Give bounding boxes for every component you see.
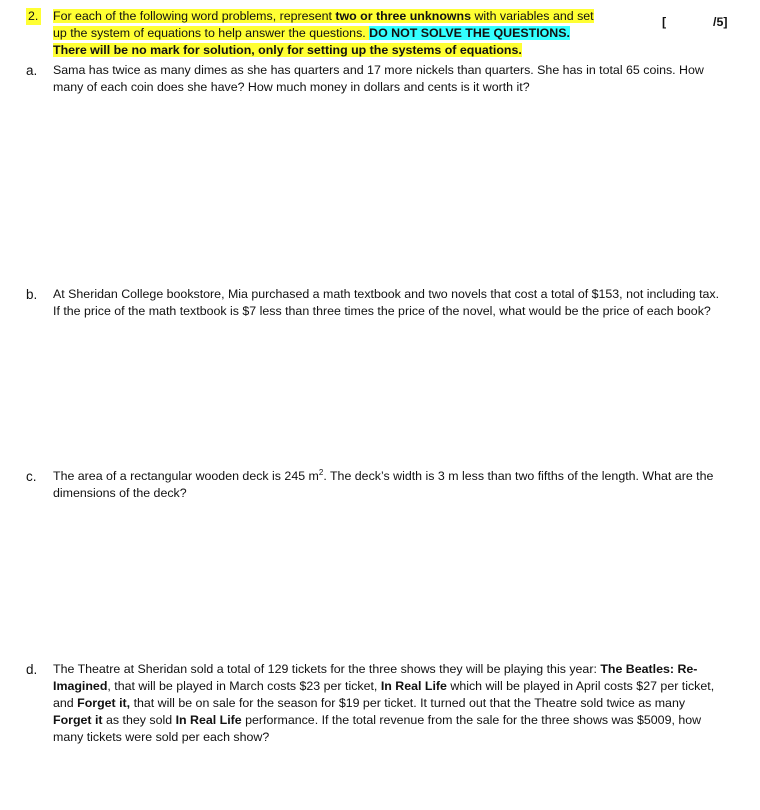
- part-a-label: a.: [26, 63, 38, 78]
- instruction-line1: [53, 9, 594, 23]
- part-c-superscript: 2: [318, 467, 324, 477]
- instruction-line1-pre: For each of the following word problems, represent: [53, 9, 336, 23]
- part-d-text-4: that will be on sale for the season for $19 per ticket. It turned out that the Theatre sold twice as many: [130, 696, 686, 710]
- part-c-label: c.: [26, 469, 37, 484]
- part-d-text-3: which will be played in April costs $27 per ticket, and: [53, 679, 715, 710]
- show-in-real-life-2: In Real Life: [175, 713, 242, 727]
- part-d-text-2: , that will be played in March costs $23 per ticket,: [107, 679, 381, 693]
- part-c-text: [53, 468, 723, 502]
- show-forget-it: Forget it,: [77, 696, 131, 710]
- instruction-unknowns: two or three unknowns: [335, 9, 471, 23]
- part-d-text-1: The Theatre at Sheridan sold a total of 129 tickets for the three shows they will be playing this year:: [53, 662, 601, 676]
- part-b-text: At Sheridan College bookstore, Mia purchased a math textbook and two novels that cost a total of $153, not including tax. If the price of the math textbook is $7 less than three times the price of the novel, what would be the price of each book?: [53, 287, 720, 318]
- part-c-text-pre: The area of a rectangular wooden deck is 245 m: [53, 469, 319, 483]
- question-number: 2.: [26, 8, 41, 25]
- part-d-text-6: performance. If the total revenue from the sale for the three shows was $5009, how many tickets were sold per each show?: [53, 713, 702, 744]
- question-instructions: [53, 8, 653, 59]
- part-c-text-post: . The deck’s width is 3 m less than two fifths of the length. What are the dimensions of the deck?: [53, 469, 714, 500]
- instruction-line2: up the system of equations to help answer the questions.: [53, 26, 370, 40]
- no-mark-note: There will be no mark for solution, only for setting up the systems of equations.: [53, 43, 522, 57]
- do-not-solve-note: DO NOT SOLVE THE QUESTIONS.: [369, 26, 570, 40]
- marks-total: /5]: [713, 15, 728, 29]
- marks-bracket: [: [662, 15, 667, 29]
- show-beatles: The Beatles: Re-Imagined: [53, 662, 698, 693]
- show-in-real-life: In Real Life: [380, 679, 447, 693]
- part-d-text-5: as they sold: [102, 713, 176, 727]
- part-b-label: b.: [26, 287, 38, 302]
- instruction-line1-post: with variables and set: [471, 9, 594, 23]
- part-a-text: Sama has twice as many dimes as she has quarters and 17 more nickels than quarters. She has in total 65 coins. How many of each coin does she have? How much money in dollars and cents is it worth it?: [53, 63, 704, 94]
- part-d-text: [53, 661, 723, 746]
- show-forget-it-2: Forget it: [53, 713, 103, 727]
- part-d-label: d.: [26, 662, 38, 677]
